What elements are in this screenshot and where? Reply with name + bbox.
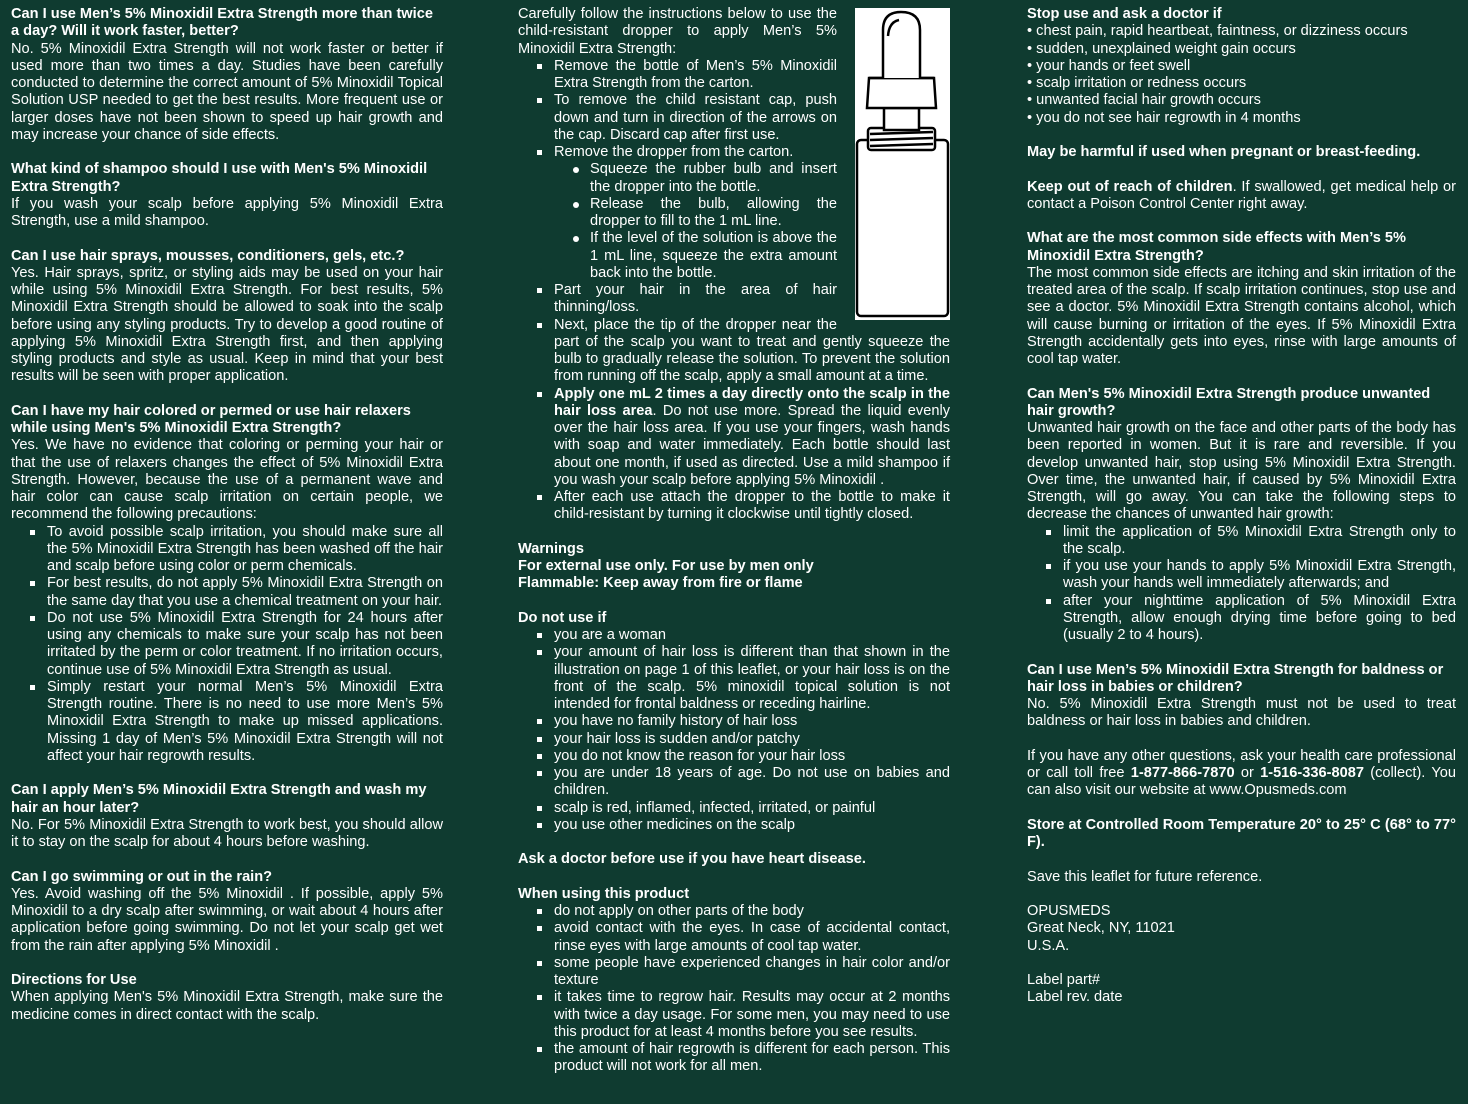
question: Can Men's 5% Minoxidil Extra Strength produce unwanted hair growth? (1027, 385, 1431, 419)
directions-for-use (11, 972, 443, 1024)
list-item: you are a woman (518, 627, 950, 644)
sub-item: If the level of the solution is above the 1 mL line, squeeze the extra amount back into the bottle. (554, 230, 950, 282)
faq-side-effects (1027, 230, 1456, 368)
list-item: • your hands or feet swell (1027, 57, 1191, 74)
pregnancy-warning (1027, 144, 1456, 161)
list-item: do not apply on other parts of the body (518, 903, 950, 920)
section-heading: Directions for Use (11, 972, 137, 988)
list-item: To remove the child resistant cap, push down and turn in direction of the arrows on the cap. Discard cap after first use. (518, 92, 950, 144)
storage-line: Store at Controlled Room Temperature 20° to 25° C (68° to 77° F). (1027, 816, 1456, 850)
list-item: the amount of hair regrowth is different for each person. This product will not work for all men. (518, 1041, 950, 1076)
faq-wash-later (11, 782, 443, 851)
company-address (1027, 903, 1456, 955)
save-leaflet (1027, 869, 1456, 886)
question: What are the most common side effects with Men’s 5% Minoxidil Extra Strength? (1027, 230, 1406, 264)
sub-item: Squeeze the rubber bulb and insert the dropper into the bottle. (554, 161, 950, 196)
answer: The most common side effects are itching and skin irritation of the treated area of the scalp. If scalp irritation continues, stop use and see a doctor. 5% Minoxidil Extra Strength contains alcohol, which will cause burning or irritation of the eyes. If 5% Minoxidil Extra Strength accidentally gets into eyes, rinse with large amounts of cool tap water. (1027, 264, 1456, 367)
step-text: Remove the dropper from the carton. (554, 144, 794, 160)
column-left (11, 6, 443, 1041)
list-item: Next, place the tip of the dropper near the part of the scalp you want to treat and gently squeeze the bulb to gradually release the solution. To prevent the solution from running off the scalp, apply a small amount at a time. (518, 317, 950, 386)
text: (collect). You can also visit our website at www.Opusmeds.com (1027, 765, 1456, 799)
paragraph: When applying Men's 5% Minoxidil Extra Strength, make sure the medicine comes in direct contact with the scalp. (11, 989, 443, 1023)
paragraph (1027, 179, 1456, 214)
faq-swimming (11, 869, 443, 955)
list-item: Remove the bottle of Men’s 5% Minoxidil Extra Strength from the carton. (518, 58, 950, 93)
section-heading: Do not use if (518, 609, 607, 626)
answer: Unwanted hair growth on the face and other parts of the body has been reported in women. But it is rare and reversible. If you develop unwanted hair, stop using 5% Minoxidil Extra Strength. Over time, the unwanted hair, if caused by 5% Minoxidil Extra Strength, will go away. You can take the following steps to decrease the chances of unwanted hair growth: (1027, 420, 1456, 523)
label-info (1027, 972, 1456, 1007)
answer: Yes. We have no evidence that coloring or perming your hair or that the use of relaxers changes the effect of 5% Minoxidil Extra Strength. However, because the use of a permanent wave and hair color can cause scalp irritation on certain people, we recommend the following precautions: (11, 437, 443, 523)
list-item: • sudden, unexplained weight gain occurs (1027, 40, 1296, 57)
question: What kind of shampoo should I use with Men's 5% Minoxidil Extra Strength? (11, 161, 428, 195)
list-item: For best results, do not apply 5% Minoxidil Extra Strength on the same day that you use a chemical treatment on your hair. (11, 575, 443, 610)
sub-item: Release the bulb, allowing the dropper to fill to the 1 mL line. (554, 196, 950, 231)
steps-list (1027, 524, 1456, 645)
substeps-list (554, 161, 950, 282)
faq-babies (1027, 662, 1456, 731)
list-item: your hair loss is sudden and/or patchy (518, 731, 950, 748)
list-item: • unwanted facial hair growth occurs (1027, 92, 1261, 109)
stop-use (1027, 6, 1456, 127)
ask-doctor-line: Ask a doctor before use if you have heart disease. (518, 851, 866, 868)
warning-line: May be harmful if used when pregnant or breast-feeding. (1027, 144, 1421, 160)
do-not-use-if (518, 610, 950, 834)
list-item: limit the application of 5% Minoxidil Extra Strength only to the scalp. (1027, 524, 1456, 559)
storage (1027, 817, 1456, 852)
faq-color-perm (11, 403, 443, 765)
when-using-list (518, 903, 950, 1076)
list-item: you do not know the reason for your hair loss (518, 748, 950, 765)
question: Can I go swimming or out in the rain? (11, 868, 273, 885)
answer: Yes. Hair sprays, spritz, or styling aids may be used on your hair while using 5% Minoxidil Extra Strength. For best results, 5% Minoxidil Extra Strength should be allowed to soak into the scalp before using any styling products. Try to develop a good routine of applying 5% Minoxidil Extra Strength first, and then applying styling products and style as usual. Keep in mind that your best results will be seen with proper application. (11, 264, 443, 385)
question: Can I use hair sprays, mousses, conditioners, gels, etc.? (11, 247, 405, 264)
save-line: Save this leaflet for future reference. (1027, 868, 1263, 885)
section-heading: Stop use and ask a doctor if (1027, 6, 1222, 22)
list-item: scalp is red, inflamed, infected, irritated, or painful (518, 800, 950, 817)
warnings (518, 541, 950, 593)
precautions-list (11, 524, 443, 766)
list-item: To avoid possible scalp irritation, you should make sure all the 5% Minoxidil Extra Strength has been washed off the hair and scalp before using color or perm chemicals. (11, 524, 443, 576)
label-rev-date: Label rev. date (1027, 989, 1123, 1006)
list-item (518, 386, 950, 490)
text: . If swallowed, get medical help or contact a Poison Control Center right away. (1027, 178, 1456, 212)
when-using (518, 886, 950, 1076)
city: Great Neck, NY, 11021 (1027, 920, 1175, 937)
emphasis: Apply one mL 2 times a day directly onto the scalp in the hair loss area (554, 385, 950, 419)
label-part: Label part# (1027, 972, 1101, 988)
contact-info (1027, 748, 1456, 800)
text: If you have any other questions, ask your health care professional or call toll free (1027, 747, 1456, 781)
paragraph (1027, 748, 1456, 800)
column-right (1027, 6, 1456, 1024)
faq-twice-a-day (11, 6, 443, 144)
list-item: • you do not see hair regrowth in 4 months (1027, 109, 1301, 126)
list-item: avoid contact with the eyes. In case of accidental contact, rinse eyes with large amounts of cool tap water. (518, 920, 950, 955)
emphasis: Keep out of reach of children (1027, 178, 1233, 195)
stop-use-list (1027, 23, 1456, 127)
question: Can I apply Men’s 5% Minoxidil Extra Strength and wash my hair an hour later? (11, 782, 427, 816)
list-item: you are under 18 years of age. Do not use on babies and children. (518, 765, 950, 800)
steps-list (518, 58, 950, 524)
section-heading: When using this product (518, 885, 690, 902)
answer: No. 5% Minoxidil Extra Strength will not work faster or better if used more than two times a day. Studies have been carefully conducted to determine the correct amount of 5% Minoxidil Topical Solution USP needed to get the best results. More frequent use or larger doses have not been shown to speed up hair growth and may increase your chance of side effects. (11, 40, 443, 143)
section-heading: Warnings (518, 540, 584, 557)
list-item: Simply restart your normal Men’s 5% Minoxidil Extra Strength routine. There is no need to use more Men’s 5% Minoxidil Extra Strength to make up missed applications. Missing 1 day of Men’s 5% Minoxidil Extra Strength will not affect your hair regrowth results. (11, 679, 443, 765)
question: Can I use Men’s 5% Minoxidil Extra Strength more than twice a day? Will it work faster, better? (11, 6, 433, 40)
list-item (518, 144, 950, 282)
answer: No. For 5% Minoxidil Extra Strength to work best, you should allow it to stay on the scalp for about 4 hours before washing. (11, 816, 443, 850)
list-item: some people have experienced changes in hair color and/or texture (518, 955, 950, 990)
faq-hair-sprays (11, 248, 443, 386)
dropper-instructions (518, 6, 950, 524)
answer: Yes. Avoid washing off the 5% Minoxidil . If possible, apply 5% Minoxidil to a dry scalp after swimming, or wait about 4 hours after application before going swimming. Do not let your scalp get wet from the rain after applying 5% Minoxidil . (11, 885, 443, 954)
list-item: your amount of hair loss is different than that shown in the illustration on page 1 of this leaflet, or your hair loss is on the front of the scalp. 5% minoxidil topical solution is not intended for frontal baldness or receding hairline. (518, 644, 950, 713)
question: Can I use Men’s 5% Minoxidil Extra Strength for baldness or hair loss in babies or children? (1027, 661, 1444, 695)
list-item: you use other medicines on the scalp (518, 817, 950, 834)
question: Can I have my hair colored or permed or use hair relaxers while using Men's 5% Minoxidil Extra Strength? (11, 402, 411, 436)
answer: If you wash your scalp before applying 5% Minoxidil Extra Strength, use a mild shampoo. (11, 195, 443, 229)
list-item: Do not use 5% Minoxidil Extra Strength for 24 hours after using any chemicals to make sure your scalp has not been irritated by the perm or color treatment. If no irritation occurs, continue use of 5% Minoxidil Extra Strength as usual. (11, 610, 443, 679)
ask-doctor (518, 851, 950, 868)
keep-out-of-reach (1027, 179, 1456, 214)
warning-line: For external use only. For use by men only (518, 558, 814, 574)
list-item: it takes time to regrow hair. Results may occur at 2 months with twice a day usage. For some men, you may need to use this product for at least 4 months before you see results. (518, 989, 950, 1041)
list-item: • chest pain, rapid heartbeat, faintness, or dizziness occurs (1027, 23, 1408, 40)
step-text: . Do not use more. Spread the liquid evenly over the hair loss area. If you use your fingers, wash hands with soap and water immediately. Each bottle should last about one month, if used as directed. Use a mild shampoo if you wash your scalp before applying 5% Minoxidil . (554, 402, 950, 488)
list-item: • scalp irritation or redness occurs (1027, 75, 1247, 91)
list-item: you have no family history of hair loss (518, 713, 950, 730)
intro: Carefully follow the instructions below to use the child-resistant dropper to apply Men’s 5% Minoxidil Extra Strength: (518, 6, 837, 57)
do-not-use-list (518, 627, 950, 834)
phone-number: 1-877-866-7870 (1130, 765, 1235, 781)
faq-shampoo (11, 161, 443, 230)
list-item: after your nighttime application of 5% Minoxidil Extra Strength, allow enough drying time before going to bed (usually 2 to 4 hours). (1027, 593, 1456, 645)
faq-unwanted-hair (1027, 386, 1456, 645)
country: U.S.A. (1027, 937, 1070, 954)
list-item: if you use your hands to apply 5% Minoxidil Extra Strength, wash your hands well immediately afterwards; and (1027, 558, 1456, 593)
list-item: After each use attach the dropper to the bottle to make it child-resistant by turning it clockwise until tightly closed. (518, 489, 950, 524)
warning-line: Flammable: Keep away from fire or flame (518, 575, 803, 592)
list-item: Part your hair in the area of hair thinning/loss. (518, 282, 950, 317)
company-name: OPUSMEDS (1027, 903, 1111, 919)
text: or (1234, 765, 1261, 781)
phone-number: 1-516-336-8087 (1260, 765, 1364, 781)
column-middle (518, 6, 950, 1093)
answer: No. 5% Minoxidil Extra Strength must not be used to treat baldness or hair loss in babies and children. (1027, 696, 1456, 730)
